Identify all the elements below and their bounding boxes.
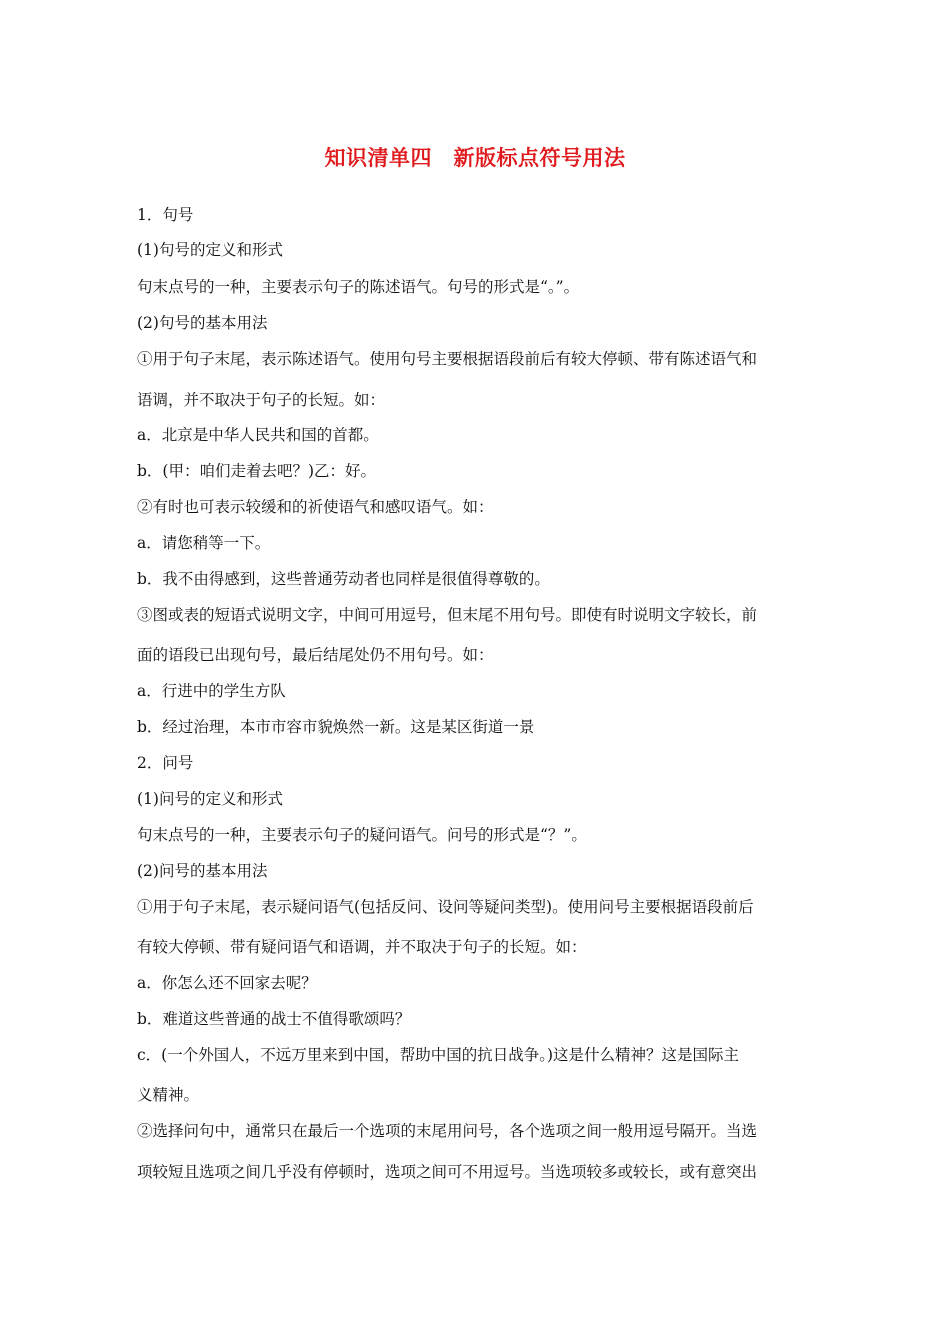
subheading-question-usage: (2)问号的基本用法 [137,862,268,880]
paragraph-line: ②有时也可表示较缓和的祈使语气和感叹语气。如： [137,498,494,516]
example-line: b．难道这些普通的战士不值得歌颂吗？ [137,1010,411,1028]
heading-2-question-mark: 2．问号 [137,754,194,772]
example-line: a．北京是中华人民共和国的首都。 [137,426,379,444]
example-line: a．你怎么还不回家去呢？ [137,974,317,992]
heading-1-period: 1．句号 [137,206,194,224]
paragraph-line: 句末点号的一种，主要表示句子的疑问语气。问号的形式是“？”。 [137,826,587,844]
example-line: b．(甲：咱们走着去吧？)乙：好。 [137,462,377,480]
example-line: b．我不由得感到，这些普通劳动者也同样是很值得尊敬的。 [137,570,550,588]
paragraph-line: 有较大停顿、带有疑问语气和语调，并不取决于句子的长短。如： [137,938,587,956]
example-line: a．请您稍等一下。 [137,534,271,552]
page-title: 知识清单四 新版标点符号用法 [324,146,626,170]
subheading-question-definition: (1)问号的定义和形式 [137,790,283,808]
paragraph-line: 语调，并不取决于句子的长短。如： [137,391,386,409]
paragraph-line: ②选择问句中，通常只在最后一个选项的末尾用问号，各个选项之间一般用逗号隔开。当选 [137,1122,758,1140]
paragraph-line: 句末点号的一种，主要表示句子的陈述语气。句号的形式是“。”。 [137,278,580,296]
paragraph-line: ①用于句子末尾，表示陈述语气。使用句号主要根据语段前后有较大停顿、带有陈述语气和 [137,350,758,368]
paragraph-line: 面的语段已出现句号，最后结尾处仍不用句号。如： [137,646,494,664]
paragraph-line: 项较短且选项之间几乎没有停顿时，选项之间可不用逗号。当选项较多或较长，或有意突出 [137,1163,758,1181]
subheading-period-definition: (1)句号的定义和形式 [137,241,283,259]
example-line: a．行进中的学生方队 [137,682,286,700]
example-line: 义精神。 [137,1086,200,1104]
paragraph-line: ③图或表的短语式说明文字，中间可用逗号，但末尾不用句号。即使有时说明文字较长，前 [137,606,758,624]
paragraph-line: ①用于句子末尾，表示疑问语气(包括反问、设问等疑问类型)。使用问号主要根据语段前后 [137,898,754,916]
subheading-period-usage: (2)句号的基本用法 [137,314,268,332]
example-line: b．经过治理，本市市容市貌焕然一新。这是某区街道一景 [137,718,535,736]
example-line: c．(一个外国人，不远万里来到中国，帮助中国的抗日战争。)这是什么精神？这是国际主 [137,1046,740,1064]
